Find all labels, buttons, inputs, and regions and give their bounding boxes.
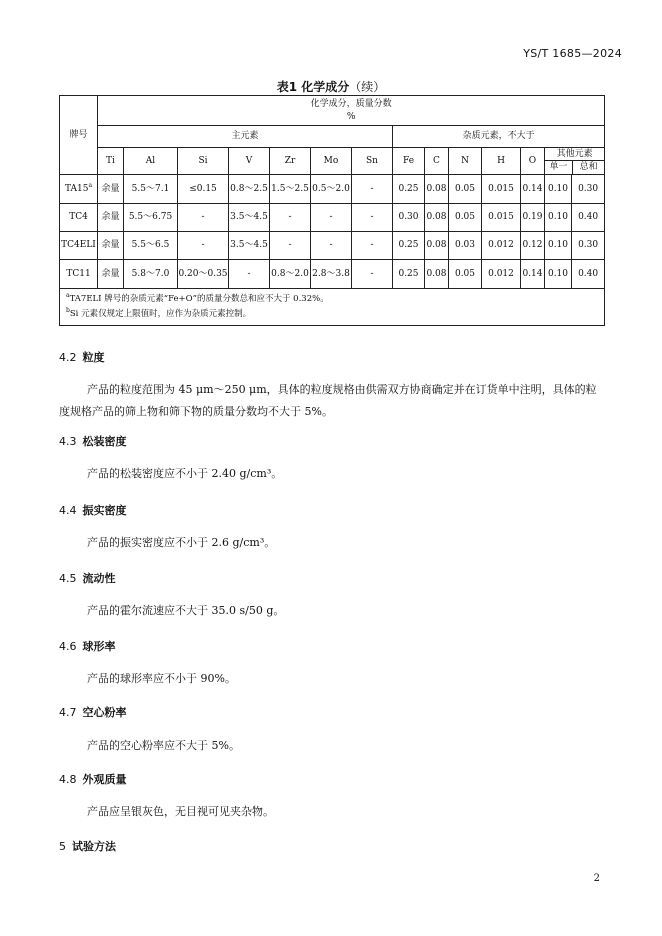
table-cell: 5.5～6.5 — [124, 232, 178, 260]
table-cell: 0.14 — [521, 260, 545, 289]
section-text: 产品的空心粉率应不大于 5%。 — [87, 739, 240, 752]
other-total: 总和 — [579, 162, 598, 172]
table-notes — [60, 289, 605, 326]
table-cell: - — [352, 204, 393, 232]
section-heading: 4.6 球形率 — [59, 640, 116, 653]
table-cell: - — [270, 204, 311, 232]
table-cell: TC4 — [60, 204, 98, 232]
table-cell: 0.40 — [572, 204, 605, 232]
table-cell: - — [352, 232, 393, 260]
table-cell: 0.30 — [572, 232, 605, 260]
table-cell: - — [311, 232, 352, 260]
table-cell: 0.8～2.0 — [270, 260, 311, 289]
table-cell: 5.8～7.0 — [124, 260, 178, 289]
table-cell: 0.012 — [482, 232, 521, 260]
element-mo: Mo — [311, 148, 352, 175]
section-text: 产品的振实密度应不小于 2.6 g/cm³。 — [87, 536, 276, 549]
section-text: 产品的球形率应不小于 90%。 — [87, 672, 236, 685]
table-cell: 0.08 — [425, 260, 449, 289]
table-cell: 0.10 — [545, 175, 572, 204]
section-text: 产品应呈银灰色，无目视可见夹杂物。 — [87, 805, 274, 818]
table-cell: 余量 — [98, 204, 124, 232]
table-cell: 0.30 — [393, 204, 425, 232]
table-cell: 0.08 — [425, 204, 449, 232]
table-title: 表1 化学成分（续） — [276, 80, 386, 94]
table-cell: 余量 — [98, 175, 124, 204]
table-cell: 0.08 — [425, 232, 449, 260]
table-cell: 0.25 — [393, 260, 425, 289]
table-row — [60, 260, 605, 289]
header-impurity-elements: 杂质元素，不大于 — [393, 126, 605, 148]
section-heading: 5 试验方法 — [59, 840, 116, 853]
table-cell: 0.10 — [545, 260, 572, 289]
element-n: N — [449, 148, 482, 175]
table-cell: 1.5～2.5 — [270, 175, 311, 204]
table-cell: 0.03 — [449, 232, 482, 260]
section-heading: 4.4 振实密度 — [59, 504, 127, 517]
table-cell: 余量 — [98, 232, 124, 260]
table-row — [60, 175, 605, 204]
table-cell: TA15$^a$ — [60, 175, 98, 204]
element-sn: Sn — [352, 148, 393, 175]
element-h: H — [482, 148, 521, 175]
section-heading: 4.5 流动性 — [59, 572, 116, 585]
section-heading: 4.8 外观质量 — [59, 773, 127, 786]
section-heading: 4.2 粒度 — [59, 351, 105, 364]
table-cell: 0.5～2.0 — [311, 175, 352, 204]
other-elements-header: 其他元素 单一 总和 — [545, 148, 605, 175]
table-cell: 0.012 — [482, 260, 521, 289]
other-single: 单一 — [545, 161, 573, 174]
header-main-elements: 主元素 — [98, 126, 393, 148]
table-cell: ≤0.15 — [178, 175, 229, 204]
table-cell: - — [352, 260, 393, 289]
table-cell: - — [229, 260, 270, 289]
table-cell: 0.08 — [425, 175, 449, 204]
table-cell: - — [178, 204, 229, 232]
table-cell: 0.8～2.5 — [229, 175, 270, 204]
table-cell: - — [352, 175, 393, 204]
standard-code: YS/T 1685—2024 — [523, 47, 622, 60]
table-cell: TC11 — [60, 260, 98, 289]
table-row — [60, 204, 605, 232]
table-cell: 3.5～4.5 — [229, 232, 270, 260]
chemical-composition-table — [59, 95, 605, 326]
page-number: 2 — [593, 873, 600, 884]
element-al: Al — [124, 148, 178, 175]
element-zr: Zr — [270, 148, 311, 175]
header-composition: 化学成分，质量分数 % — [98, 96, 605, 126]
section-text: 产品的霍尔流速应不大于 35.0 s/50 g。 — [87, 604, 285, 617]
table-cell: 0.25 — [393, 232, 425, 260]
table-cell: 0.10 — [545, 232, 572, 260]
table-cell: - — [178, 232, 229, 260]
element-fe: Fe — [393, 148, 425, 175]
table-cell: - — [311, 204, 352, 232]
table-cell: 0.20～0.35 — [178, 260, 229, 289]
table-cell: TC4ELI — [60, 232, 98, 260]
element-c: C — [425, 148, 449, 175]
header-grade: 牌号 — [60, 96, 98, 175]
table-cell: - — [270, 232, 311, 260]
table-cell: 余量 — [98, 260, 124, 289]
section-heading: 4.3 松装密度 — [59, 435, 127, 448]
table-cell: 0.40 — [572, 260, 605, 289]
table-cell: 0.10 — [545, 204, 572, 232]
table-cell: 0.05 — [449, 175, 482, 204]
table-cell: 5.5～6.75 — [124, 204, 178, 232]
section-text: 产品的粒度范围为 45 μm～250 μm，具体的粒度规格由供需双方协商确定并在订货单中注明，具体的粒度规格产品的筛上物和筛下物的质量分数均不大于 5%。 — [59, 383, 597, 418]
note-b: $^b$Si 元素仅规定上限值时，应作为杂质元素控制。 — [66, 307, 252, 319]
section-text: 产品的松装密度应不小于 2.40 g/cm³。 — [87, 467, 283, 480]
section-heading: 4.7 空心粉率 — [59, 706, 127, 719]
table-cell: 0.19 — [521, 204, 545, 232]
table-cell: 0.05 — [449, 260, 482, 289]
table-cell: 3.5～4.5 — [229, 204, 270, 232]
table-cell: 0.12 — [521, 232, 545, 260]
element-o: O — [521, 148, 545, 175]
element-ti: Ti — [98, 148, 124, 175]
table-cell: 0.015 — [482, 204, 521, 232]
table-cell: 0.25 — [393, 175, 425, 204]
table-cell: 0.14 — [521, 175, 545, 204]
table-cell: 5.5～7.1 — [124, 175, 178, 204]
note-a: $^a$TA7ELI 牌号的杂质元素“Fe+O”的质量分数总和应不大于 0.32%。 — [66, 292, 329, 304]
table-row — [60, 232, 605, 260]
element-si: Si — [178, 148, 229, 175]
table-cell: 2.8～3.8 — [311, 260, 352, 289]
table-cell: 0.05 — [449, 204, 482, 232]
table-cell: 0.015 — [482, 175, 521, 204]
table-cell: 0.30 — [572, 175, 605, 204]
element-v: V — [229, 148, 270, 175]
